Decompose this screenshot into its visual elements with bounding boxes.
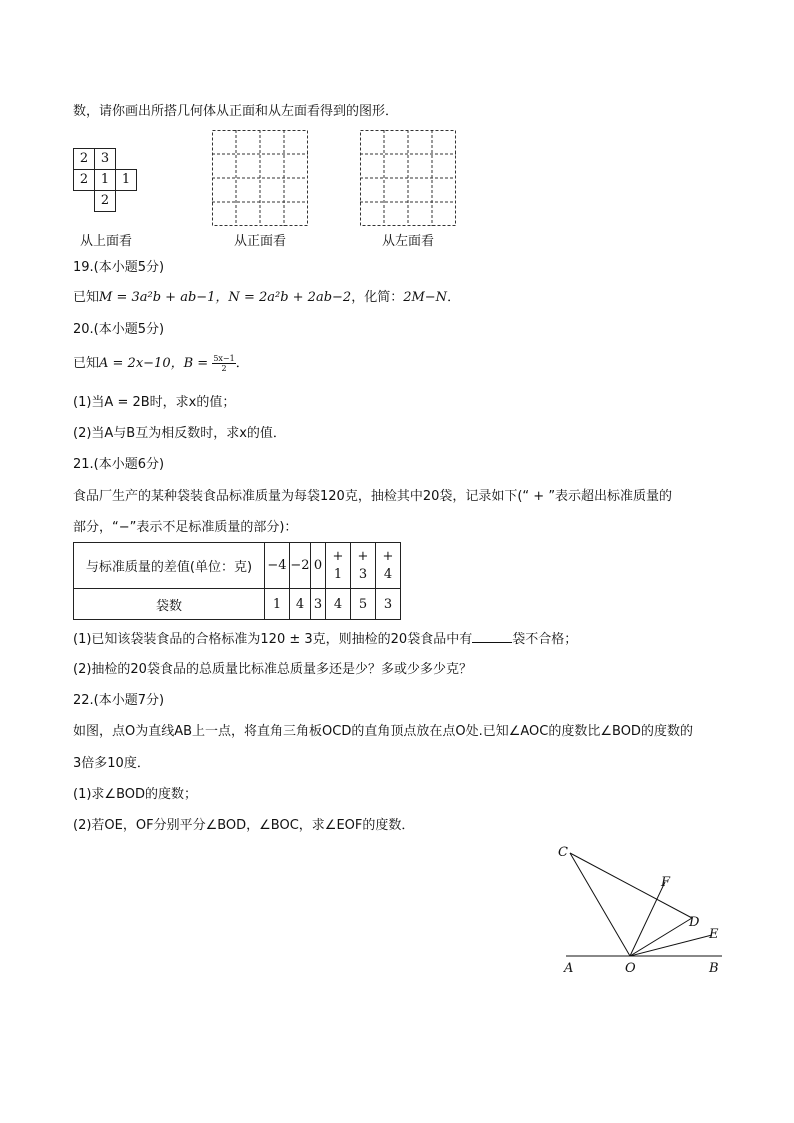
- q21-table-header-diff: 与标准质量的差值(单位：克): [74, 543, 265, 589]
- ray-oe: [630, 935, 712, 956]
- q21-part1-before: (1)已知该袋装食品的合格标准为120 ± 3克，则抽检的20袋食品中有: [73, 632, 473, 647]
- q20-given-prefix: 已知: [73, 356, 100, 371]
- q21-text-line2: 部分，“−”表示不足标准质量的部分)：: [73, 520, 298, 535]
- top-view-cell: 2: [73, 169, 95, 191]
- q21-table-cell: 1: [265, 589, 290, 620]
- q22-heading: 22.(本小题7分): [73, 693, 165, 708]
- q20-part2: (2)当A与B互为相反数时，求x的值．: [73, 426, 286, 441]
- q19-end: ．: [447, 290, 461, 305]
- q22-part2: (2)若OE，OF分别平分∠BOD，∠BOC，求∠EOF的度数．: [73, 818, 415, 833]
- q21-table-row-diff: [74, 543, 401, 589]
- q21-table-cell: + 3: [351, 543, 376, 589]
- q19-text: [73, 289, 460, 307]
- q21-heading: 21.(本小题6分): [73, 457, 165, 472]
- q19-suffix: ，化简：: [351, 290, 404, 305]
- q21-part1-after: 袋不合格；: [512, 632, 578, 647]
- q21-table-cell: −4: [265, 543, 290, 589]
- q21-table-cell: + 4: [376, 543, 401, 589]
- label-a: A: [564, 961, 574, 976]
- label-d: D: [689, 915, 700, 930]
- q20-fraction: [212, 354, 235, 373]
- q22-text-line2: 3倍多10度．: [73, 756, 150, 771]
- label-b: B: [709, 961, 719, 976]
- q20-frac-den: 2: [221, 364, 227, 373]
- q21-table-row-count: [74, 589, 401, 620]
- q20-part1: (1)当A = 2B时，求x的值；: [73, 395, 236, 410]
- top-view-caption: 从上面看: [80, 234, 133, 249]
- q21-table-header-count: 袋数: [74, 589, 265, 620]
- q21-table-cell: 4: [326, 589, 351, 620]
- q21-table-cell: 3: [311, 589, 326, 620]
- q21-table-cell: 5: [351, 589, 376, 620]
- q19-expr: M = 3a²b + ab−1，N = 2a²b + 2ab−2: [99, 290, 352, 305]
- q20-given-end: ．: [235, 356, 249, 371]
- label-e: E: [709, 927, 719, 942]
- q20-given: [73, 354, 249, 373]
- q20-given-expr: A = 2x−10，B =: [99, 356, 209, 371]
- q20-heading: 20.(本小题5分): [73, 322, 165, 337]
- q19-heading: 19.(本小题5分): [73, 260, 165, 275]
- q21-table-cell: + 1: [326, 543, 351, 589]
- left-view-grid: [360, 130, 456, 226]
- q21-table-cell: 4: [290, 589, 311, 620]
- q21-part1: [73, 630, 577, 649]
- q19-target: 2M−N: [403, 290, 448, 305]
- q21-part2: (2)抽检的20袋食品的总质量比标准总质量多还是少？多或少多少克？: [73, 662, 472, 677]
- angle-figure: [550, 838, 730, 978]
- label-o: O: [625, 961, 636, 976]
- q19-prefix: 已知: [73, 290, 100, 305]
- q21-table-cell: 3: [376, 589, 401, 620]
- q22-text-line1: 如图，点O为直线AB上一点，将直角三角板OCD的直角顶点放在点O处.已知∠AOC的度数比∠BOD的度数的: [73, 724, 693, 739]
- q21-table-cell: 0: [311, 543, 326, 589]
- label-f: F: [661, 875, 671, 890]
- q22-part1: (1)求∠BOD的度数；: [73, 787, 198, 802]
- top-view-cell: 2: [73, 148, 95, 170]
- top-view-cell: 1: [115, 169, 137, 191]
- top-view-cell: 3: [94, 148, 116, 170]
- segment-cd: [570, 853, 692, 918]
- front-view-caption: 从正面看: [234, 234, 287, 249]
- q21-table: [73, 542, 401, 620]
- q21-table-cell: −2: [290, 543, 311, 589]
- left-view-caption: 从左面看: [382, 234, 435, 249]
- answer-blank: [472, 630, 512, 643]
- top-view-cell: 1: [94, 169, 116, 191]
- front-view-grid: [212, 130, 308, 226]
- top-view-cell: 2: [94, 190, 116, 212]
- label-c: C: [558, 845, 568, 860]
- intro-line: 数，请你画出所搭几何体从正面和从左面看得到的图形．: [73, 104, 399, 119]
- q21-text-line1: 食品厂生产的某种袋装食品标准质量为每袋120克，抽检其中20袋，记录如下(“ + ”表示超出标准质量的: [73, 489, 673, 504]
- q20-frac-num: 5x−1: [213, 354, 235, 363]
